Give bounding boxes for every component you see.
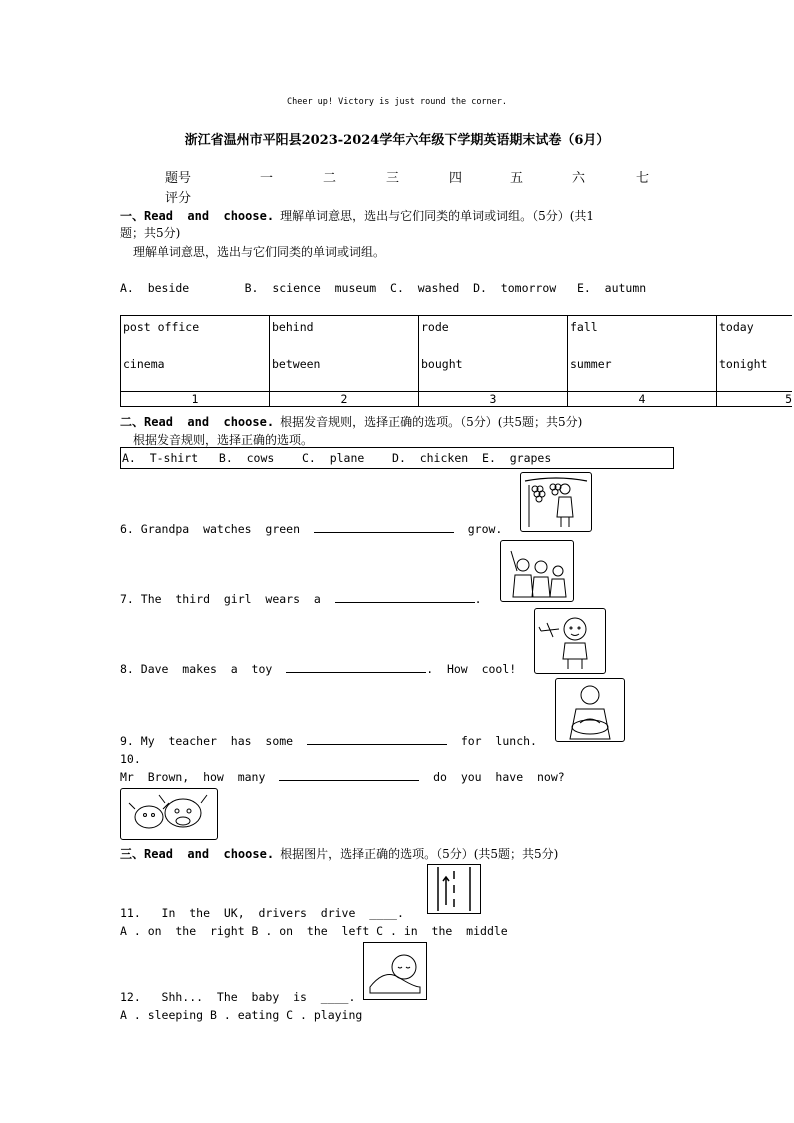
- score-row-label: 题号: [165, 171, 192, 186]
- word-group-table: [120, 315, 792, 407]
- question-6: [120, 522, 502, 536]
- word-group-word: rode: [421, 320, 449, 334]
- question-text: Mr Brown, how many: [120, 770, 266, 784]
- section-3-number: 三、: [120, 847, 145, 861]
- word-group-word: fall: [570, 320, 598, 334]
- word-group-cell: [717, 316, 793, 407]
- score-col-4: 四: [449, 171, 463, 186]
- section-1-instruction: 理解单词意思，选出与它们同类的单词或词组。: [133, 245, 386, 259]
- question-text: for lunch.: [460, 734, 537, 748]
- score-col-7: 七: [636, 171, 650, 186]
- word-group-cell: [270, 316, 419, 407]
- sleeping-baby-picture-icon: [363, 942, 427, 1000]
- section-1-heading-cont: 题；共5分): [120, 226, 181, 240]
- section-3-heading: [120, 845, 558, 862]
- section-3-heading-cn: 根据图片，选择正确的选项。（5分）(共5题；共5分): [280, 847, 559, 861]
- question-text: do you have now?: [433, 770, 565, 784]
- section-1-heading-cn: 理解单词意思，选出与它们同类的单词或词组。（5分）(共1: [280, 209, 595, 223]
- section-2-instruction: 根据发音规则，选择正确的选项。: [133, 433, 314, 447]
- section-2-options: A. T-shirt B. cows C. plane D. chicken E. grapes: [122, 451, 552, 465]
- answer-blank[interactable]: [286, 672, 426, 673]
- score-col-1: 一: [260, 171, 274, 186]
- word-group-word: today: [719, 320, 754, 334]
- question-text: 7. The third girl wears a: [120, 592, 321, 606]
- question-12: 12. Shh... The baby is ____.: [120, 990, 356, 1004]
- section-3-heading-en: Read and choose.: [144, 847, 275, 861]
- word-group-word: between: [272, 357, 321, 371]
- answer-blank[interactable]: [307, 744, 447, 745]
- boy-plane-picture-icon: [534, 608, 606, 674]
- question-text: 6. Grandpa watches green: [120, 522, 301, 536]
- answer-slot-number[interactable]: 1: [121, 391, 269, 406]
- road-picture-icon: [427, 864, 481, 914]
- word-group-cell: [121, 316, 270, 407]
- page-title: 浙江省温州市平阳县2023-2024学年六年级下学期英语期末试卷（6月）: [184, 133, 610, 148]
- section-1-heading: [120, 207, 594, 224]
- question-11-options[interactable]: A . on the right B . on the left C . in the middle: [120, 924, 508, 938]
- question-text: 9. My teacher has some: [120, 734, 294, 748]
- grapes-picture-icon: [520, 472, 592, 532]
- word-group-word: post office: [123, 320, 200, 334]
- section-2-number: 二、: [120, 415, 145, 429]
- section-1-options: A. beside B. science museum C. washed D. tomorrow E. autumn: [120, 281, 647, 295]
- question-text: 8. Dave makes a toy: [120, 662, 273, 676]
- answer-slot-number[interactable]: 2: [270, 391, 418, 406]
- cows-picture-icon: [120, 788, 218, 840]
- word-group-cell: [568, 316, 717, 407]
- word-group-word: tonight: [719, 357, 768, 371]
- question-10-number: 10.: [120, 752, 141, 766]
- answer-blank[interactable]: [335, 602, 475, 603]
- section-1-heading-en: Read and choose.: [144, 209, 275, 223]
- answer-slot-number[interactable]: 4: [568, 391, 716, 406]
- question-10: [120, 770, 565, 784]
- question-9: [120, 734, 537, 748]
- answer-blank[interactable]: [279, 780, 419, 781]
- question-12-options[interactable]: A . sleeping B . eating C . playing: [120, 1008, 363, 1022]
- section-2-options-box: [120, 447, 674, 469]
- answer-slot-number[interactable]: 5: [717, 391, 792, 406]
- word-group-word: cinema: [123, 357, 165, 371]
- answer-blank[interactable]: [314, 532, 454, 533]
- section-1-number: 一、: [120, 209, 145, 223]
- word-group-word: summer: [570, 357, 612, 371]
- word-group-cell: [419, 316, 568, 407]
- section-2-heading-cn: 根据发音规则，选择正确的选项。（5分）(共5题；共5分): [280, 415, 583, 429]
- score-col-3: 三: [386, 171, 400, 186]
- girls-picture-icon: [500, 540, 574, 602]
- question-11: 11. In the UK, drivers drive ____.: [120, 906, 404, 920]
- word-group-word: behind: [272, 320, 314, 334]
- teacher-chicken-picture-icon: [555, 678, 625, 742]
- score-col-6: 六: [572, 171, 586, 186]
- score-col-2: 二: [323, 171, 337, 186]
- section-2-heading-en: Read and choose.: [144, 415, 275, 429]
- motto: Cheer up! Victory is just round the corner.: [286, 97, 508, 107]
- answer-slot-number[interactable]: 3: [419, 391, 567, 406]
- question-text: .: [474, 592, 482, 606]
- question-7: [120, 592, 482, 606]
- score-row-label-2: 评分: [165, 191, 192, 206]
- question-8: [120, 662, 516, 676]
- word-group-word: bought: [421, 357, 463, 371]
- question-text: . How cool!: [426, 662, 517, 676]
- section-2-heading: [120, 413, 582, 430]
- score-col-5: 五: [510, 171, 524, 186]
- question-text: grow.: [467, 522, 503, 536]
